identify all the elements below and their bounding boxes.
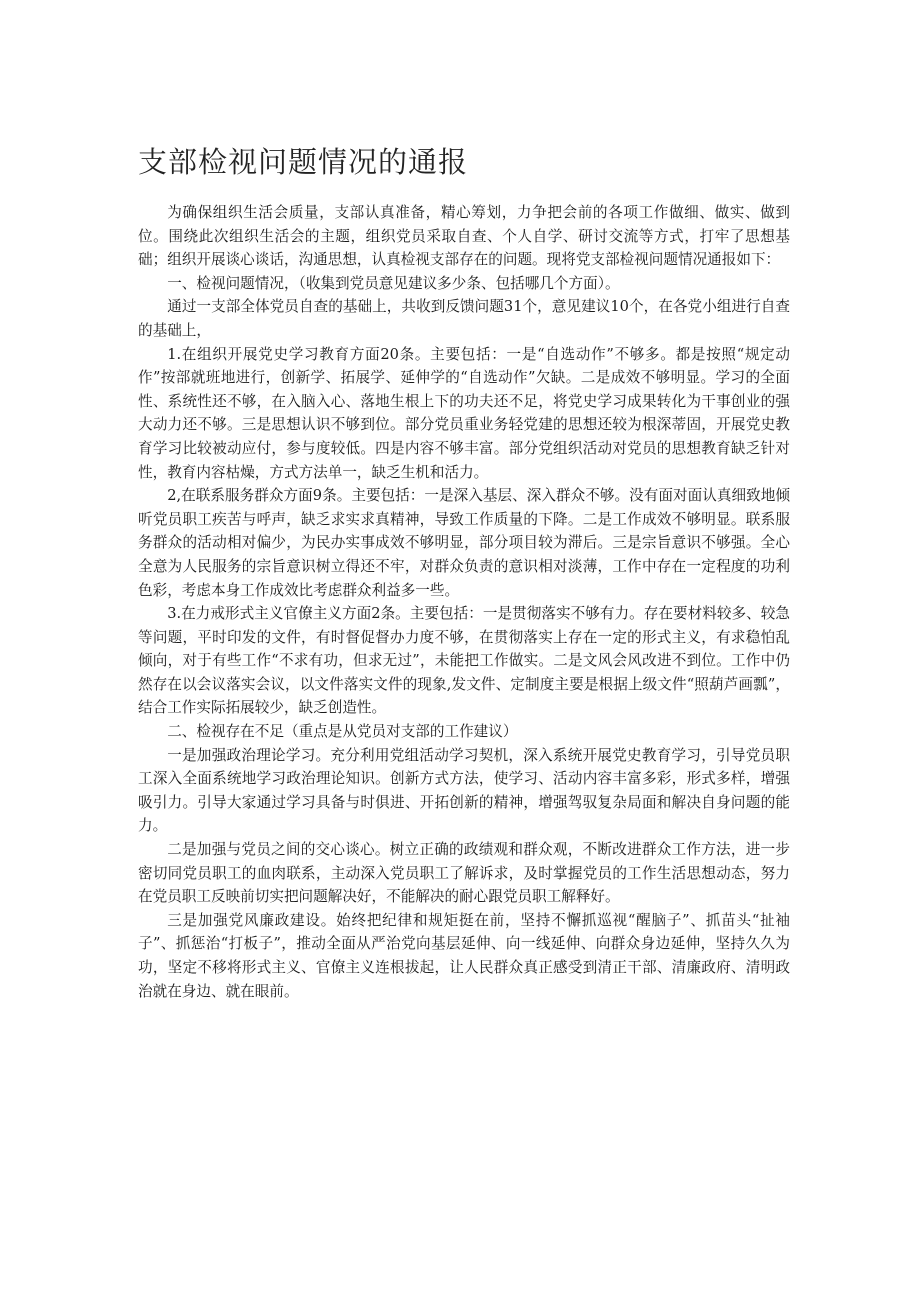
item-2-paragraph: 2,在联系服务群众方面9条。主要包括：一是深入基层、深入群众不够。没有面对面认真细致地倾听党员职工疾苦与呼声，缺乏求实求真精神，导致工作质量的下降。二是工作成效不够明显。联系服务群众的活动相对偏少，为民办实事成效不够明显，部分项目较为滞后。三是宗旨意识不够强。全心全意为人民服务的宗旨意识树立得还不牢，对群众负责的意识相对淡薄，工作中存在一定程度的功利色彩，考虑本身工作成效比考虑群众利益多一些。 xyxy=(138,487,790,599)
suggestion-1-paragraph: 一是加强政治理论学习。充分利用党组活动学习契机，深入系统开展党史教育学习，引导党员职工深入全面系统地学习政治理论知识。创新方式方法，使学习、活动内容丰富多彩，形式多样，增强吸引力。引导大家通过学习具备与时俱进、开拓创新的精神，增强驾驭复杂局面和解决自身问题的能力。 xyxy=(138,746,790,835)
document-title: 支部检视问题情况的通报 xyxy=(138,145,469,179)
item-1-paragraph: 1.在组织开展党史学习教育方面20条。主要包括：一是“自选动作”不够多。都是按照“规定动作”按部就班地进行，创新学、拓展学、延伸学的“自选动作”欠缺。二是成效不够明显。学习的全面性、系统性还不够，在入脑入心、落地生根上下的功夫还不足，将党史学习成果转化为干事创业的强大动力还不够。三是思想认识不够到位。部分党员重业务轻党建的思想还较为根深蒂固，开展党史教育学习比较被动应付，参与度较低。四是内容不够丰富。部分党组织活动对党员的思想教育缺乏针对性，教育内容枯燥，方式方法单一，缺乏生机和活力。 xyxy=(138,345,790,481)
section-heading-1: 一、检视问题情况，（收集到党员意见建议多少条、包括哪几个方面）。 xyxy=(167,274,620,292)
item-3-paragraph: 3.在力戒形式主义官僚主义方面2条。主要包括：一是贯彻落实不够有力。存在要材料较多、较急等问题，平时印发的文件，有时督促督办力度不够，在贯彻落实上存在一定的形式主义，有求稳怕乱倾向，对于有些工作“不求有功，但求无过”，未能把工作做实。二是文风会风改进不到位。工作中仍然存在以会议落实会议，以文件落实文件的现象,发文件、定制度主要是根据上级文件“照葫芦画瓢”，结合工作实际拓展较少，缺乏创造性。 xyxy=(138,605,790,717)
suggestion-3-paragraph: 三是加强党风廉政建设。始终把纪律和规矩挺在前，坚持不懈抓巡视“醒脑子”、抓苗头“扯袖子”、抓惩治“打板子”，推动全面从严治党向基层延伸、向一线延伸、向群众身边延伸，坚持久久为功，坚定不移将形式主义、官僚主义连根拔起，让人民群众真正感受到清正干部、清廉政府、清明政治就在身边、就在眼前。 xyxy=(138,911,790,1000)
intro-paragraph: 为确保组织生活会质量，支部认真准备，精心筹划，力争把会前的各项工作做细、做实、做到位。围绕此次组织生活会的主题，组织党员采取自查、个人自学、研讨交流等方式，打牢了思想基础；组织开展谈心谈话，沟通思想，认真检视支部存在的问题。现将党支部检视问题情况通报如下： xyxy=(138,204,790,269)
summary-paragraph: 通过一支部全体党员自查的基础上，共收到反馈问题31个，意见建议10个，在各党小组进行自查的基础上， xyxy=(138,298,790,339)
suggestion-2-paragraph: 二是加强与党员之间的交心谈心。树立正确的政绩观和群众观，不断改进群众工作方法，进一步密切同党员职工的血肉联系，主动深入党员职工了解诉求，及时掌握党员的工作生活思想动态，努力在党员职工反映前切实把问题解决好，不能解决的耐心跟党员职工解释好。 xyxy=(138,841,790,906)
section-heading-2: 二、检视存在不足（重点是从党员对支部的工作建议） xyxy=(167,723,518,741)
document-body xyxy=(138,201,790,1003)
